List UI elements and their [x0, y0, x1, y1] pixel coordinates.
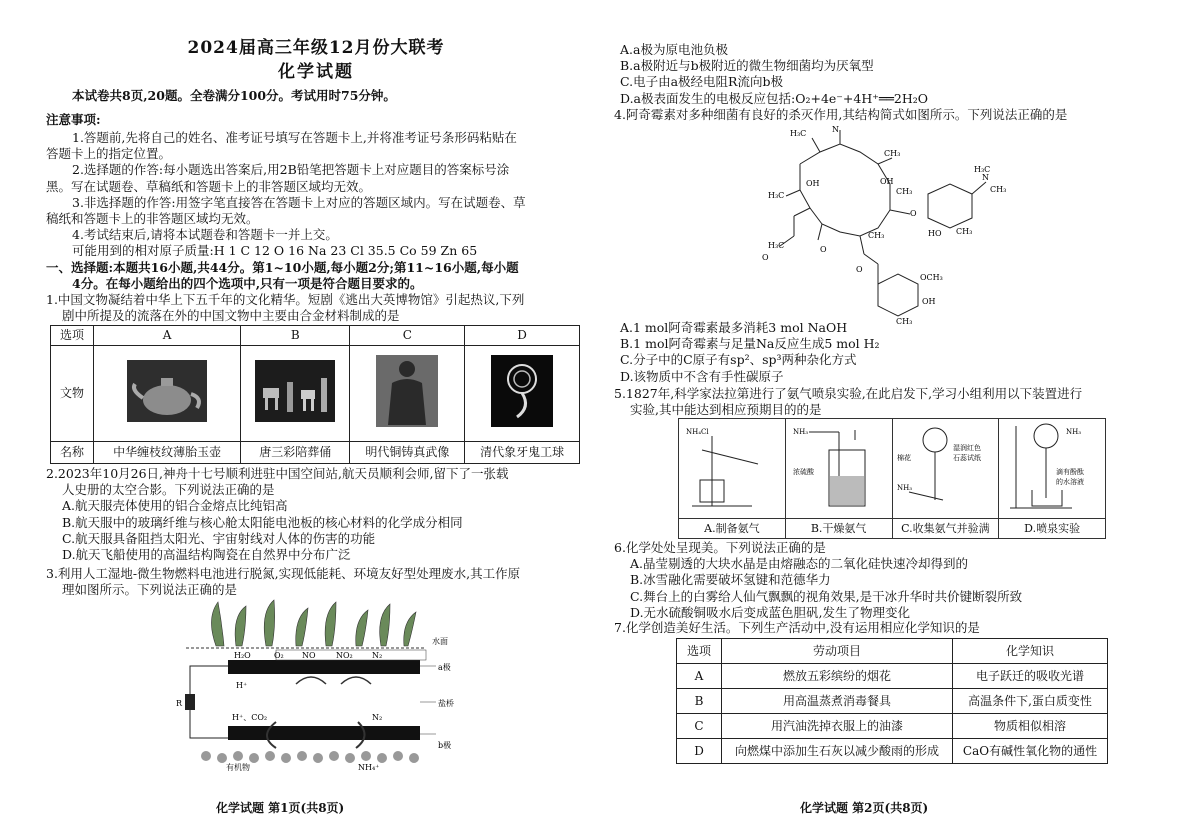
table-cell: B — [677, 689, 722, 714]
label-o2: O₂ — [274, 651, 284, 660]
page-footer: 化学试题 第2页(共8页) — [800, 801, 929, 815]
question-text: 人史册的太空合影。下列说法正确的是 — [62, 482, 275, 498]
option-d: D.a极表面发生的电极反应包括:O₂+4e⁻+4H⁺══2H₂O — [620, 90, 928, 106]
caption-a: A.制备氨气 — [679, 519, 786, 539]
option-d: D.该物质中不含有手性碳原子 — [620, 368, 784, 384]
relic-name: 中华缠枝纹薄胎玉壶 — [94, 442, 241, 464]
table-cell: D — [677, 739, 722, 764]
option-b: B.航天服中的玻璃纤维与核心舱太阳能电池板的核心材料的化学成分相同 — [62, 514, 463, 530]
svg-text:N: N — [982, 173, 989, 182]
apparatus-c — [892, 419, 999, 519]
question-text: 3.利用人工湿地-微生物燃料电池进行脱氮,实现低能耗、环境友好型处理废水,其工作原 — [46, 566, 521, 581]
svg-text:H₃C: H₃C — [974, 165, 991, 174]
option-d: D.无水硫酸铜吸水后变成蓝色胆矾,发生了物理变化 — [630, 604, 911, 620]
svg-text:O: O — [762, 253, 769, 262]
svg-text:CH₃: CH₃ — [896, 317, 913, 326]
svg-text:CH₃: CH₃ — [884, 149, 901, 158]
relic-image-bronze-statue — [350, 346, 465, 442]
label-h-co2: H⁺、CO₂ — [232, 713, 268, 722]
notice-line: 4.考试结束后,请将本试题卷和答题卡一并上交。 — [72, 227, 338, 243]
caption-d: D.喷泉实验 — [999, 519, 1106, 539]
label-nh4: NH₄⁺ — [358, 763, 380, 772]
label-organic: 有机物 — [226, 763, 250, 772]
notice-line: 1.答题前,先将自己的姓名、准考证号填写在答题卡上,并将准考证号条形码粘贴在 — [72, 130, 517, 145]
label-conc-h2so4: 浓硫酸 — [792, 468, 814, 476]
label-nh4cl: NH₄Cl — [685, 428, 709, 436]
label-litmus-1: 湿润红色 — [953, 444, 982, 452]
svg-text:CH₃: CH₃ — [990, 185, 1007, 194]
option-b: B.冰雪融化需要破坏氢键和范德华力 — [630, 572, 831, 588]
relic-name: 明代铜铸真武像 — [350, 442, 465, 464]
option-a: A — [94, 326, 241, 346]
question-7: 7.化学创造美好生活。下列生产活动中,没有运用相应化学知识的是 — [614, 620, 980, 635]
option-d: D.航天飞船使用的高温结构陶瓷在自然界中分布广泛 — [62, 547, 351, 563]
label-cotton: 棉花 — [897, 454, 912, 462]
label-litmus-2: 石蕊试纸 — [953, 454, 982, 462]
caption-c: C.收集氨气并验满 — [892, 519, 999, 539]
label-nh3-d: NH₃ — [1066, 428, 1082, 436]
apparatus-d — [999, 419, 1106, 519]
row-label-relic: 文物 — [51, 346, 94, 442]
relic-image-ivory-ball — [465, 346, 580, 442]
label-phenol-2: 的水溶液 — [1056, 478, 1085, 486]
section-heading — [46, 260, 586, 292]
question-text: 1.中国文物凝结着中华上下五千年的文化精华。短剧《逃出大英博物馆》引起热议,下列 — [46, 292, 525, 307]
svg-text:OH: OH — [922, 297, 936, 306]
svg-text:H₃C: H₃C — [768, 191, 785, 200]
exam-info: 本试卷共8页,20题。全卷满分100分。考试用时75分钟。 — [72, 88, 396, 103]
label-no: NO — [302, 651, 316, 660]
notice-line: 3.非选择题的作答:用签字笔直接答在答题卡上对应的答题区域内。写在试题卷、草 — [72, 194, 526, 210]
section-heading-line: 4分。在每小题给出的四个选项中,只有一项是符合题目要求的。 — [72, 276, 423, 292]
option-b: B.1 mol阿奇霉素与足量Na反应生成5 mol H₂ — [620, 336, 880, 352]
label-h2o: H₂O — [234, 651, 251, 660]
option-b: B.a极附近与b极附近的微生物细菌均为厌氧型 — [620, 58, 874, 74]
label-salt-bridge: 盐桥 — [438, 699, 454, 708]
apparatus-b — [785, 419, 892, 519]
question-3 — [46, 566, 586, 598]
option-b: B — [241, 326, 350, 346]
table-cell: C — [677, 714, 722, 739]
relic-name: 清代象牙鬼工球 — [465, 442, 580, 464]
table-header: 化学知识 — [953, 639, 1108, 664]
svg-text:OH: OH — [880, 177, 894, 186]
relic-name: 唐三彩陪葬俑 — [241, 442, 350, 464]
question-text: 2.2023年10月26日,神舟十七号顺利进驻中国空间站,航天员顺利会师,留下了一张载 — [46, 466, 509, 481]
option-c: C.航天服具备阻挡太阳光、宇宙射线对人体的伤害的功能 — [62, 530, 376, 546]
table-header: 选项 — [677, 639, 722, 664]
relic-image-figurines — [241, 346, 350, 442]
svg-text:H₃C: H₃C — [790, 129, 807, 138]
question-5 — [614, 386, 1154, 418]
question-3-options — [620, 42, 1160, 107]
svg-text:O: O — [910, 209, 917, 218]
option-a: A.a极为原电池负极 — [620, 42, 728, 57]
table-cell: 高温条件下,蛋白质变性 — [953, 689, 1108, 714]
svg-text:H₃C: H₃C — [768, 241, 785, 250]
notice-line: 稿纸和答题卡上的非答题区域均无效。 — [46, 211, 259, 227]
option-a: A.晶莹剔透的大块水晶是由熔融态的二氧化硅快速冷却得到的 — [630, 556, 969, 572]
svg-text:OCH₃: OCH₃ — [920, 273, 943, 282]
table-cell: CaO有碱性氧化物的通性 — [953, 739, 1108, 764]
question-text: 6.化学处处呈现美。下列说法正确的是 — [614, 540, 826, 555]
table-cell: 向燃煤中添加生石灰以减少酸雨的形成 — [722, 739, 953, 764]
table-row — [677, 739, 1108, 764]
question-4: 4.阿奇霉素对多种细菌有良好的杀灭作用,其结构简式如图所示。下列说法正确的是 — [614, 107, 1068, 122]
section-heading-line: 一、选择题:本题共16小题,共44分。第1~10小题,每小题2分;第11~16小题,每小题 — [46, 260, 519, 275]
table-cell: A — [677, 664, 722, 689]
apparatus-a — [679, 419, 786, 519]
relic-image-teapot — [94, 346, 241, 442]
svg-text:O: O — [820, 245, 827, 254]
notice-line: 2.选择题的作答:每小题选出答案后,用2B铅笔把答题卡上对应题目的答案标号涂 — [72, 162, 510, 178]
label-h-plus-top: H⁺ — [236, 681, 248, 690]
question-4-options — [620, 320, 1160, 385]
option-a: A.1 mol阿奇霉素最多消耗3 mol NaOH — [620, 320, 848, 335]
table-header: 选项 — [51, 326, 94, 346]
table-cell: 电子跃迁的吸收光谱 — [953, 664, 1108, 689]
label-resistor: R — [176, 699, 183, 708]
label-water-surface: 水面 — [432, 637, 448, 646]
question-text: 5.1827年,科学家法拉第进行了氨气喷泉实验,在此启发下,学习小组利用以下装置进行 — [614, 386, 1083, 401]
row-label-name: 名称 — [51, 442, 94, 464]
svg-text:OH: OH — [806, 179, 820, 188]
svg-text:CH₃: CH₃ — [868, 231, 885, 240]
label-phenol-1: 滴有酚酞 — [1056, 468, 1085, 476]
label-nh3-b: NH₃ — [792, 428, 808, 436]
option-c: C.舞台上的白雾给人仙气飘飘的视角效果,是干冰升华时共价键断裂所致 — [630, 588, 1023, 604]
table-cell: 燃放五彩缤纷的烟花 — [722, 664, 953, 689]
label-n2-bottom: N₂ — [372, 713, 383, 722]
table-row — [677, 714, 1108, 739]
option-c: C.电子由a极经电阻R流向b极 — [620, 74, 783, 90]
caption-b: B.干燥氨气 — [785, 519, 892, 539]
experiment-table — [678, 418, 1106, 539]
atomic-mass-line: 可能用到的相对原子质量:H 1 C 12 O 16 Na 23 Cl 35.5 Co 59 Zn 65 — [72, 243, 478, 259]
table-cell: 物质相似相溶 — [953, 714, 1108, 739]
label-b-electrode: b极 — [438, 741, 452, 750]
label-n2-top: N₂ — [372, 651, 383, 660]
notice-line: 黑。写在试题卷、草稿纸和答题卡上的非答题区域均无效。 — [46, 178, 372, 194]
question-text: 剧中所提及的流落在外的中国文物中主要由合金材料制成的是 — [62, 308, 400, 324]
azithromycin-structure — [760, 124, 1020, 326]
question-6 — [614, 540, 1154, 621]
notice-line: 答题卡上的指定位置。 — [46, 146, 172, 162]
option-c: C — [350, 326, 465, 346]
labor-table — [676, 638, 1108, 764]
question-text: 理如图所示。下列说法正确的是 — [62, 582, 238, 598]
subject-title: 化学试题 — [278, 62, 354, 82]
question-2 — [46, 466, 586, 563]
label-no2: NO₂ — [336, 651, 353, 660]
table-cell: 用高温蒸煮消毒餐具 — [722, 689, 953, 714]
svg-text:CH₃: CH₃ — [896, 187, 913, 196]
svg-text:O: O — [856, 265, 863, 274]
fuel-cell-diagram — [176, 598, 476, 774]
exam-title: 2024届高三年级12月份大联考 — [187, 38, 445, 58]
table-cell: 用汽油洗掉衣服上的油漆 — [722, 714, 953, 739]
label-a-electrode: a极 — [438, 663, 451, 672]
svg-text:CH₃: CH₃ — [956, 227, 973, 236]
svg-text:N: N — [832, 125, 839, 134]
table-header: 劳动项目 — [722, 639, 953, 664]
page-footer: 化学试题 第1页(共8页) — [216, 801, 345, 815]
option-c: C.分子中的C原子有sp²、sp³两种杂化方式 — [620, 352, 857, 368]
label-nh3-c: NH₃ — [897, 484, 913, 492]
notice-list — [46, 130, 586, 260]
option-d: D — [465, 326, 580, 346]
table-row — [677, 689, 1108, 714]
table-row — [677, 664, 1108, 689]
question-text: 实验,其中能达到相应预期目的的是 — [630, 402, 822, 418]
question-1 — [46, 292, 586, 324]
relic-table — [50, 325, 580, 464]
option-a: A.航天服壳体使用的铝合金熔点比纯铝高 — [62, 498, 288, 514]
notice-title: 注意事项: — [46, 112, 101, 127]
svg-text:HO: HO — [928, 229, 942, 238]
